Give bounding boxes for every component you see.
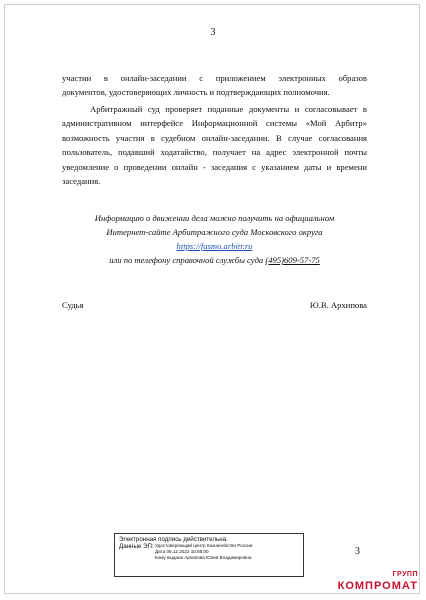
info-line-2: Интернет-сайте Арбитражного суда Московского округа [106, 227, 323, 237]
info-line-1: Информацию о движении дела можно получить на официальном [94, 213, 335, 223]
esign-owner: Кому выдана Архипова Юлия Владимировна [155, 555, 252, 560]
page-number-top: 3 [210, 27, 216, 38]
esign-valid-text: Электронная подпись действительна. [119, 536, 228, 543]
paragraph-2: Арбитражный суд проверяет поданные документы и согласовывает в административном интерфейсе Информационной системы «Мой Арбитр» возможность участия в судебном онлайн-заседании. В случае согласования пользователь, подавший ходатайство, получает на адрес электронной почты уведомление о проведении онлайн - заседания с указанием даты и времени заседания. [62, 104, 367, 187]
judge-role: Судья [62, 300, 84, 310]
case-info-block [62, 211, 367, 267]
watermark-main: КОМПРОМАТ [337, 580, 418, 592]
watermark-logo [337, 571, 418, 594]
watermark-sup: ГРУПП [392, 571, 418, 578]
judge-name: Ю.В. Архипова [309, 300, 367, 310]
esign-date: Дата 06.12.2022 10:56:00 [155, 549, 209, 554]
paragraph-1-line-1: участии в онлайн-заседании с приложением электронных образов [62, 73, 367, 83]
esign-label: Данные ЭП: [119, 543, 154, 550]
electronic-signature-stamp [114, 533, 304, 577]
esign-issuer: Удостоверяющий центр Казначейство России [155, 543, 253, 548]
paragraph-1-line-2: документов, удостоверяющих личность и подтверждающих полномочия. [62, 87, 330, 98]
info-line-4: или по телефону справочной службы суда [109, 255, 266, 265]
court-website-link[interactable]: https://fasmo.arbitr.ru [176, 241, 253, 251]
paragraph-1 [62, 71, 367, 100]
page-number-bottom: 3 [355, 546, 360, 557]
court-phone-number: (495)609-57-75 [265, 255, 320, 265]
